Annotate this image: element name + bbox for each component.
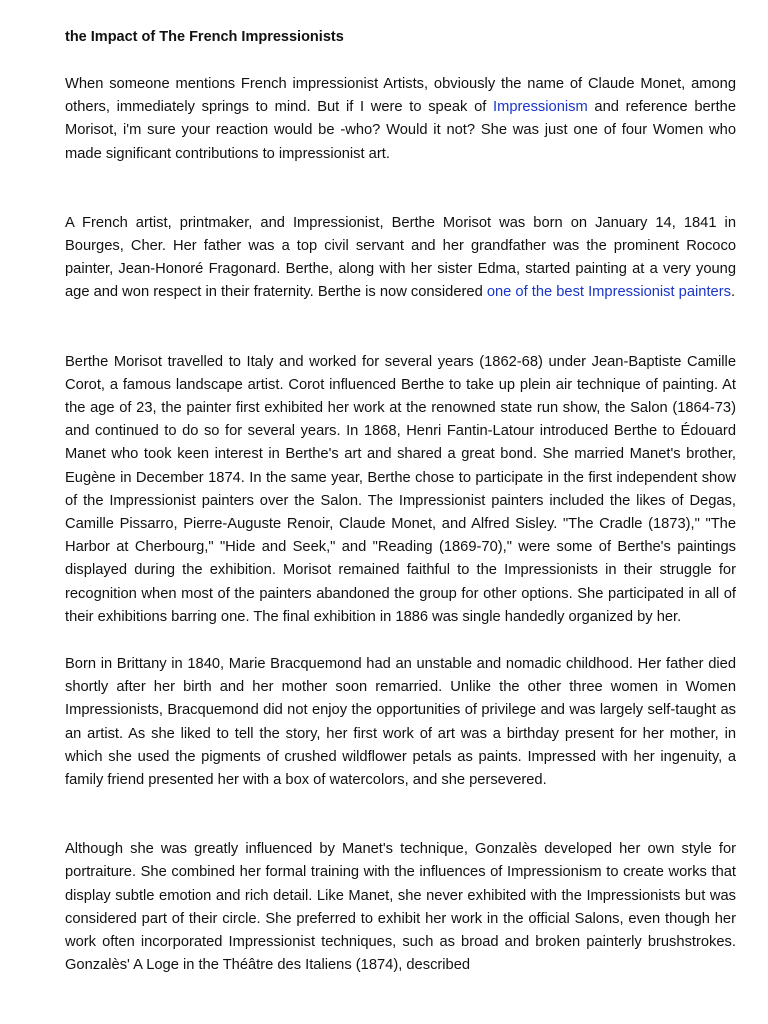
paragraph-morisot-bio — [65, 212, 736, 305]
paragraph-bracquemond: Born in Brittany in 1840, Marie Bracquemond had an unstable and nomadic childhood. Her father died shortly after her birth and her mother soon remarried. Unlike the other three women in Women Impressionists, Bracquemond did not enjoy the opportunities of privilege and was largely self-taught as an artist. As she liked to tell the story, her first work of art was a birthday present for her mother, in which she used the pigments of crushed wildflower petals as paints. Impressed with her ingenuity, a family friend presented her with a box of watercolors, and she persevered. — [65, 656, 736, 789]
paragraph-morisot-career: Berthe Morisot travelled to Italy and worked for several years (1862-68) under Jean-Baptiste Camille Corot, a famous landscape artist. Corot influenced Berthe to take up plein air technique of painting. At the age of 23, the painter first exhibited her work at the renowned state run show, the Salon (1864-73) and continued to do so for several years. In 1868, Henri Fantin-Latour introduced Berthe to Édouard Manet who took keen interest in Berthe's art and shared a great bond. She married Manet's brother, Eugène in December 1874. In the same year, Berthe chose to participate in the first independent show of the Impressionist painters over the Salon. The Impressionist painters included the likes of Degas, Camille Pissarro, Pierre-Auguste Renoir, Claude Monet, and Alfred Sisley. "The Cradle (1873)," "The Harbor at Cherbourg," "Hide and Seek," and "Reading (1869-70)," were some of Berthe's paintings displayed during the exhibition. Morisot remained faithful to the Impressionists in their struggle for recognition when most of the painters abandoned the group for other options. She participated in all of their exhibitions barring one. The final exhibition in 1886 was single handedly organized by her. — [65, 353, 736, 625]
impressionism-link[interactable]: Impressionism — [493, 99, 588, 116]
paragraph-text: When someone mentions French impressionist Artists, obviously the name of Claude Monet, among others, immediately springs to mind. But if I were to speak of — [65, 76, 736, 116]
paragraph-text: . — [730, 284, 736, 301]
paragraph-text: and reference berthe Morisot, i'm sure your reaction would be -who? Would it not? She was just one of four Women who made significant contributions to impressionist art. — [65, 99, 736, 162]
best-impressionist-painters-link[interactable]: one of the best Impressionist painters — [486, 284, 731, 301]
paragraph-spacer — [65, 305, 736, 351]
document-page — [65, 27, 736, 978]
paragraph-spacer — [65, 166, 736, 212]
paragraph-spacer — [65, 792, 736, 838]
paragraph-intro — [65, 73, 736, 166]
paragraph-spacer — [65, 629, 736, 653]
paragraph-text: A French artist, printmaker, and Impressionist, Berthe Morisot was born on January 14, 1841 in Bourges, Cher. Her father was a top civil servant and her grandfather was the prominent Rococo painter, Jean-Honoré Fragonard. Berthe, along with her sister Edma, started painting at a very young age and won respect in their fraternity. Berthe is now considered — [65, 214, 736, 301]
paragraph-gonzales: Although she was greatly influenced by Manet's technique, Gonzalès developed her own style for portraiture. She combined her formal training with the influences of Impressionism to create works that display subtle emotion and rich detail. Like Manet, she never exhibited with the Impressionists but was considered part of their circle. She preferred to exhibit her work in the official Salons, even though her work often incorporated Impressionist techniques, such as broad and broken painterly brushstrokes. Gonzalès' A Loge in the Théâtre des Italiens (1874), described — [65, 841, 736, 974]
document-title: the Impact of The French Impressionists — [65, 29, 344, 45]
